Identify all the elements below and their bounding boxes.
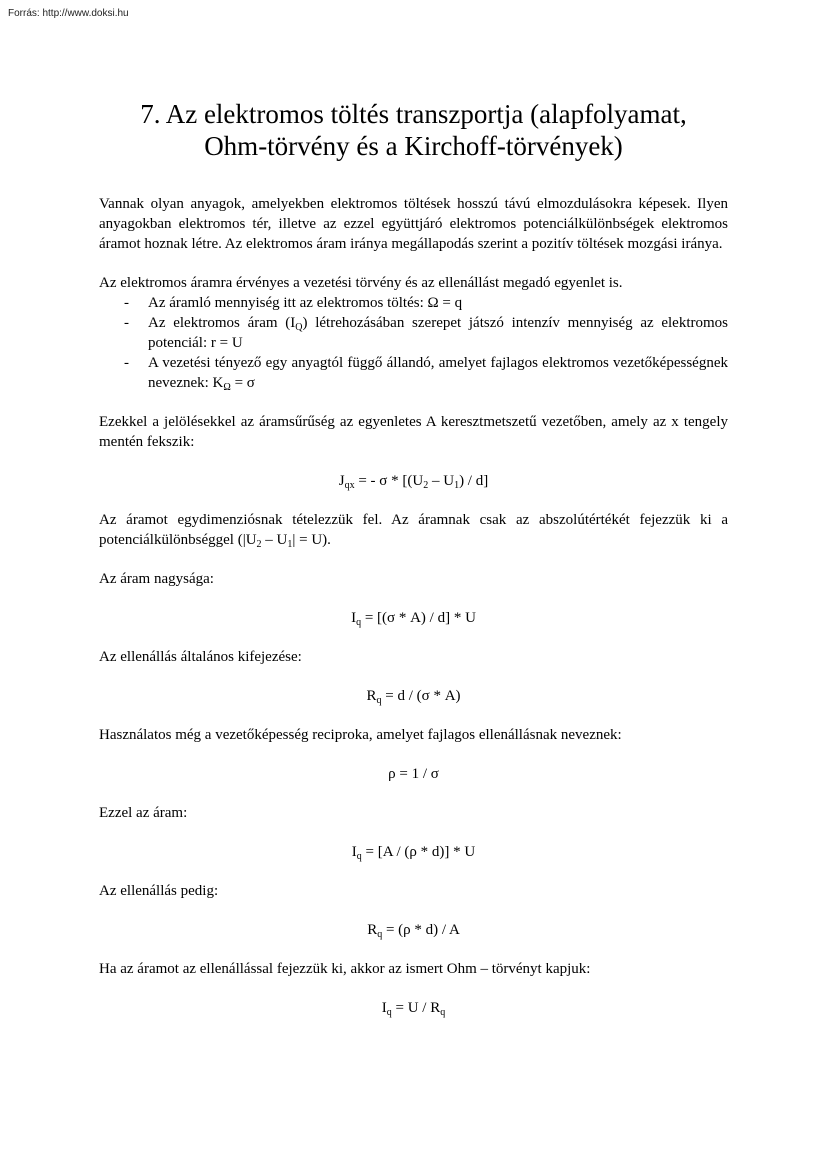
page-title — [60, 98, 767, 162]
paragraph-current-rho: Ezzel az áram: — [99, 805, 188, 821]
equation-current-rho: $I_q = [A / (\rho * d)] * U$ — [351, 844, 476, 862]
list-item: - Az áramló mennyiség itt az elektromos töltés: Ω = q — [99, 293, 728, 313]
paragraph-intro: Vannak olyan anyagok, amelyekben elektromos töltések hosszú távú elmozdulásokra képesek. Ilyen anyagokban elektromos tér, illetve az ezzel együttjáró elektromos potenciálkülönbségek elektromos áramot hoznak létre. Az elektromos áram iránya megállapodás szerint a pozitív töltések mozgási iránya. — [99, 196, 728, 252]
equation-resistance: $R_q = d / (\sigma * A)$ — [366, 688, 461, 706]
title-line-2: Ohm-törvény és a Kirchoff-törvények) — [204, 131, 623, 161]
paragraph-law: Az elektromos áramra érvényes a vezetési törvény és az ellenállást megadó egyenlet is. — [99, 275, 623, 291]
list-item: - Az elektromos áram $(I_Q)$ létrehozásában szerepet játszó intenzív mennyiség az elektromos potenciál: r = U — [99, 313, 728, 353]
document-body — [99, 194, 728, 1018]
equation-current-density: $J_{qx}$ = - σ * $[(U_2 - U_1) / d]$ — [338, 473, 489, 491]
equation-resistance-rho: $R_q = (\rho * d) / A$ — [367, 922, 460, 940]
paragraph-resistivity: Használatos még a vezetőképesség reciproka, amelyet fajlagos ellenállásnak neveznek: — [99, 727, 622, 743]
bullet-list — [99, 293, 728, 393]
paragraph-resistance-rho: Az ellenállás pedig: — [99, 883, 219, 899]
paragraph-current-magnitude: Az áram nagysága: — [99, 571, 214, 587]
equation-resistivity: ρ = 1 / σ — [388, 766, 439, 782]
paragraph-one-dimensional: Az áramot egydimenziósnak tételezzük fel. Az áramnak csak az abszolútértékét fejezzük ki a potenciálkülönbséggel $(|U_2 - U_1| = U)$. — [99, 512, 728, 550]
source-url: Forrás: http://www.doksi.hu — [8, 8, 129, 19]
paragraph-current-density: Ezekkel a jelölésekkel az áramsűrűség az egyenletes A keresztmetszetű vezetőben, amely az x tengely mentén fekszik: — [99, 414, 728, 450]
equation-current: $I_q = [(\sigma * A) / d] * U$ — [351, 610, 476, 628]
title-line-1: 7. Az elektromos töltés transzportja (alapfolyamat, — [140, 99, 687, 129]
paragraph-resistance: Az ellenállás általános kifejezése: — [99, 649, 302, 665]
paragraph-ohm: Ha az áramot az ellenállással fejezzük ki, akkor az ismert Ohm – törvényt kapjuk: — [99, 961, 591, 977]
list-item: - A vezetési tényező egy anyagtól függő állandó, amelyet fajlagos elektromos vezetőképességnek neveznek: $K_\Omega = \sigma$ — [99, 353, 728, 393]
equation-ohm: $I_q = U / R_q$ — [381, 1000, 446, 1018]
